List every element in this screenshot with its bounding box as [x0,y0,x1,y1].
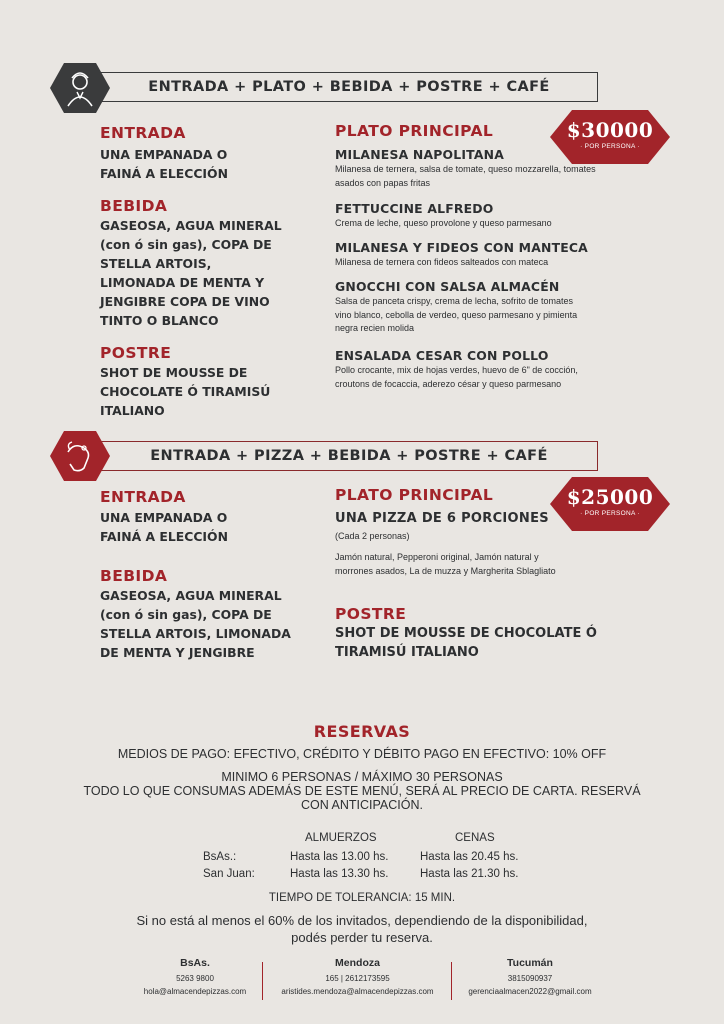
reservas-rule: CON ANTICIPACIÓN. [300,798,423,812]
schedule-city: San Juan: [203,868,255,880]
footer-phone[interactable]: 165 | 2612173595 [325,974,390,983]
dish-desc: vino blanco, cebolla de verdeo, queso parmesano y pimienta [335,309,578,320]
footer-contact [265,957,450,998]
schedule-lunch: Hasta las 13.00 hs. [290,851,389,863]
reservas-rule: MINIMO 6 PERSONAS / MÁXIMO 30 PERSONAS [221,770,503,784]
menu1-bebida-line: STELLA ARTOIS, [100,256,212,271]
footer-city: Mendoza [335,957,380,969]
menu1-bebida-line: (con ó sin gas), COPA DE [100,237,272,252]
reservas-payment: MEDIOS DE PAGO: EFECTIVO, CRÉDITO Y DÉBITO PAGO EN EFECTIVO: 10% OFF [117,747,607,761]
menu2-entrada-title: ENTRADA [100,488,186,506]
schedule-dinner: Hasta las 21.30 hs. [420,868,519,880]
menu1-banner-text: ENTRADA + PLATO + BEBIDA + POSTRE + CAFÉ [148,79,550,95]
menu2-plato-title: PLATO PRINCIPAL [335,486,494,504]
schedule-dinner: Hasta las 20.45 hs. [420,851,519,863]
menu2-banner [100,441,598,471]
reservas-warning [0,912,724,946]
dish-desc: Salsa de panceta crispy, crema de lecha, sofrito de tomates [335,296,573,306]
menu1-dish [335,239,588,270]
menu2-pizza-note: (Cada 2 personas) [335,531,410,541]
dish-desc: asados con papas fritas [335,177,431,188]
menu2-price: $25000 [566,485,654,509]
pizza-desc-line: morrones asados, La de muzza y Margherita Sblagliato [335,565,556,576]
footer-phone[interactable]: 3815090937 [507,974,553,983]
menu1-dish [335,200,552,231]
menu2-bebida-line: STELLA ARTOIS, LIMONADA [100,626,291,641]
schedule-lunch: Hasta las 13.30 hs. [290,868,389,880]
menu2-pizza-name: UNA PIZZA DE 6 PORCIONES [335,511,549,526]
dish-desc: negra recien molida [335,323,415,333]
dish-name: MILANESA Y FIDEOS CON MANTECA [335,240,588,255]
menu1-banner [100,72,598,102]
footer-email[interactable]: gerenciaalmacen2022@gmail.com [468,987,592,996]
menu2-bebida-text [100,586,291,662]
menu2-postre-title: POSTRE [335,605,407,623]
menu2-banner-text: ENTRADA + PIZZA + BEBIDA + POSTRE + CAFÉ [150,448,548,464]
menu1-bebida-line: GASEOSA, AGUA MINERAL [100,218,282,233]
dish-desc: croutons de focaccia, aderezo césar y queso parmesano [335,378,562,389]
menu1-bebida-line: TINTO O BLANCO [100,313,219,328]
menu1-dish [335,347,578,391]
reservas-rule: TODO LO QUE CONSUMAS ADEMÁS DE ESTE MENÚ, SERÁ AL PRECIO DE CARTA. RESERVÁ [83,784,641,798]
footer-phone[interactable]: 5263 9800 [176,974,214,983]
menu2-postre-text [335,624,597,662]
footer-city: BsAs. [180,957,210,969]
menu2-entrada-line: UNA EMPANADA O [100,510,228,525]
menu1-bebida-text [100,216,282,330]
menu1-bebida-line: JENGIBRE COPA DE VINO [100,294,270,309]
footer-city: Tucumán [507,957,553,969]
menu1-price: $30000 [566,118,654,142]
footer-email[interactable]: aristides.mendoza@almacendepizzas.com [281,987,434,996]
reservas-title: RESERVAS [313,722,411,741]
pizza-desc-line: Jamón natural, Pepperoni original, Jamón natural y [335,552,539,562]
menu2-postre-line: SHOT DE MOUSSE DE CHOCOLATE Ó [335,626,597,641]
menu2-bebida-line: (con ó sin gas), COPA DE [100,607,272,622]
menu1-postre-text [100,363,270,420]
menu1-dish [335,278,577,336]
schedule-col-lunch: ALMUERZOS [305,832,377,844]
menu1-entrada-text [100,145,228,183]
dish-name: GNOCCHI CON SALSA ALMACÉN [335,279,560,294]
dish-name: FETTUCCINE ALFREDO [335,201,494,216]
menu2-per-person: · POR PERSONA · [580,510,640,517]
menu1-postre-line: SHOT DE MOUSSE DE [100,365,248,380]
menu1-postre-line: CHOCOLATE Ó TIRAMISÚ [100,384,271,399]
footer-contact [450,957,610,998]
footer-contact [125,957,265,998]
footer-email[interactable]: hola@almacendepizzas.com [143,987,247,996]
chef-hand-gesture-icon [50,430,110,482]
menu1-entrada-line: UNA EMPANADA O [100,147,228,162]
schedule-city: BsAs.: [203,851,237,863]
warning-line: Si no está al menos el 60% de los invitados, dependiendo de la disponibilidad, [136,913,588,928]
menu2-bebida-title: BEBIDA [100,567,168,585]
menu1-entrada-title: ENTRADA [100,124,186,142]
menu1-dish [335,146,596,190]
menu2-bebida-line: GASEOSA, AGUA MINERAL [100,588,282,603]
menu1-per-person: · POR PERSONA · [580,143,640,150]
dish-desc: Milanesa de ternera, salsa de tomate, queso mozzarella, tomates [335,164,596,174]
menu1-entrada-line: FAINÁ A ELECCIÓN [100,166,228,181]
menu1-postre-line: ITALIANO [100,403,165,418]
menu2-postre-line: TIRAMISÚ ITALIANO [335,645,479,660]
chef-portrait-icon [50,62,110,114]
reservas-rules [0,770,724,812]
menu1-postre-title: POSTRE [100,344,172,362]
dish-name: MILANESA NAPOLITANA [335,147,505,162]
footer-divider [262,962,263,1000]
dish-desc: Pollo crocante, mix de hojas verdes, huevo de 6" de cocción, [335,365,578,375]
menu2-price-badge [550,477,670,531]
dish-desc: Milanesa de ternera con fideos salteados con mateca [335,257,549,267]
schedule-col-dinner: CENAS [455,832,495,844]
menu2-entrada-text [100,508,228,546]
warning-line: podés perder tu reserva. [291,930,433,945]
menu1-plato-title: PLATO PRINCIPAL [335,122,494,140]
menu2-bebida-line: DE MENTA Y JENGIBRE [100,645,255,660]
menu1-bebida-title: BEBIDA [100,197,168,215]
dish-desc: Crema de leche, queso provolone y queso parmesano [335,218,552,228]
menu1-bebida-line: LIMONADA DE MENTA Y [100,275,265,290]
dish-name: ENSALADA CESAR CON POLLO [335,348,549,363]
menu2-pizza-desc [335,551,556,578]
tolerance: TIEMPO DE TOLERANCIA: 15 MIN. [268,892,456,904]
menu2-entrada-line: FAINÁ A ELECCIÓN [100,529,228,544]
